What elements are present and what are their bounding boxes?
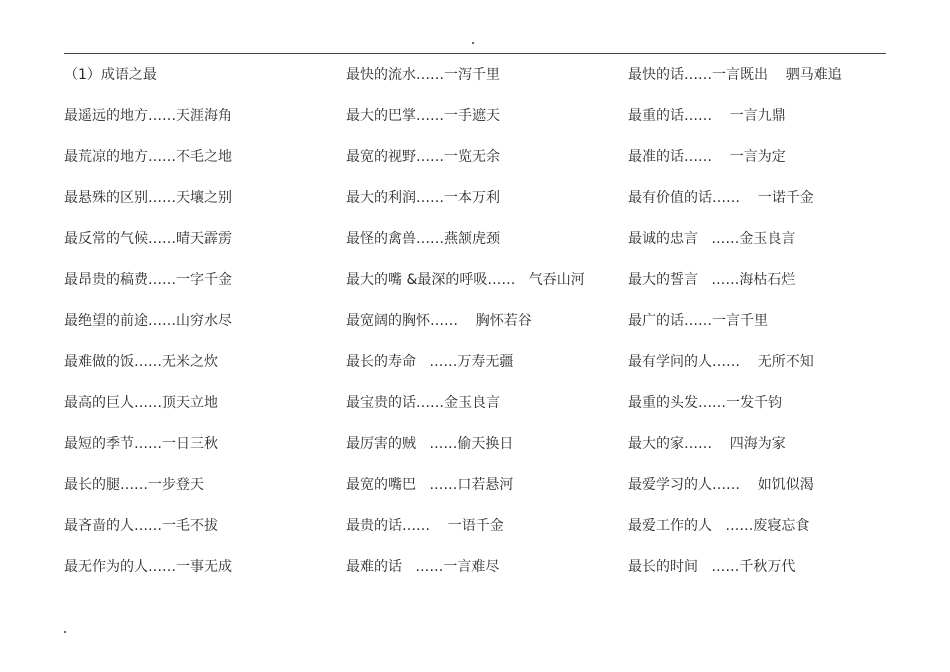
idiom-entry: 最反常的气候……晴天霹雳 [64,231,232,247]
idiom-entry: 最高的巨人……顶天立地 [64,395,218,411]
idiom-entry: 最昂贵的稿费……一字千金 [64,272,232,288]
idiom-entry: 最宽的嘴巴 ……口若悬河 [346,477,514,493]
idiom-entry: 最怪的禽兽……燕颔虎颈 [346,231,500,247]
idiom-entry: 最大的利润……一本万利 [346,190,500,206]
idiom-entry: 最宽阔的胸怀…… 胸怀若谷 [346,313,532,329]
idiom-entry: 最重的头发……一发千钧 [628,395,782,411]
idiom-entry: 最大的誓言 ……海枯石烂 [628,272,796,288]
idiom-entry: 最无作为的人……一事无成 [64,559,232,575]
idiom-entry: 最厉害的贼 ……偷天换日 [346,436,514,452]
bottom-dot-mark [64,631,66,633]
idiom-column-1 [64,64,334,597]
idiom-entry: 最贵的话…… 一语千金 [346,518,504,534]
header-rule [64,53,886,54]
idiom-entry: 最重的话…… 一言九鼎 [628,108,786,124]
idiom-entry: 最绝望的前途……山穷水尽 [64,313,232,329]
idiom-entry: 最准的话…… 一言为定 [628,149,786,165]
idiom-entry: 最大的巴掌……一手遮天 [346,108,500,124]
idiom-entry: 最宽的视野……一览无余 [346,149,500,165]
idiom-entry: 最荒凉的地方……不毛之地 [64,149,232,165]
idiom-entry: 最快的流水……一泻千里 [346,67,500,83]
idiom-entry: 最悬殊的区别……天壤之别 [64,190,232,206]
idiom-entry: 最长的寿命 ……万寿无疆 [346,354,514,370]
idiom-column-2 [346,64,616,597]
idiom-entry: 最遥远的地方……天涯海角 [64,108,232,124]
idiom-entry: 最爱工作的人 ……废寝忘食 [628,518,810,534]
idiom-entry: 最有价值的话…… 一诺千金 [628,190,814,206]
idiom-entry: 最诚的忠言 ……金玉良言 [628,231,796,247]
idiom-column-3 [628,64,898,597]
idiom-entry: 最难的话 ……一言难尽 [346,559,500,575]
idiom-entry: 最吝啬的人……一毛不拔 [64,518,218,534]
idiom-entry: 最大的家…… 四海为家 [628,436,786,452]
idiom-entry: 最有学问的人…… 无所不知 [628,354,814,370]
idiom-entry: 最广的话……一言千里 [628,313,768,329]
section-heading: （1）成语之最 [64,67,157,83]
top-dot-mark [472,42,474,44]
idiom-entry: 最大的嘴 &最深的呼吸…… 气吞山河 [346,272,585,288]
idiom-entry: 最爱学习的人…… 如饥似渴 [628,477,814,493]
idiom-entry: 最宝贵的话……金玉良言 [346,395,500,411]
idiom-entry: 最难做的饭……无米之炊 [64,354,218,370]
idiom-entry: 最长的腿……一步登天 [64,477,204,493]
idiom-entry: 最快的话……一言既出 驷马难追 [628,67,842,83]
idiom-entry: 最长的时间 ……千秋万代 [628,559,796,575]
idiom-entry: 最短的季节……一日三秋 [64,436,218,452]
